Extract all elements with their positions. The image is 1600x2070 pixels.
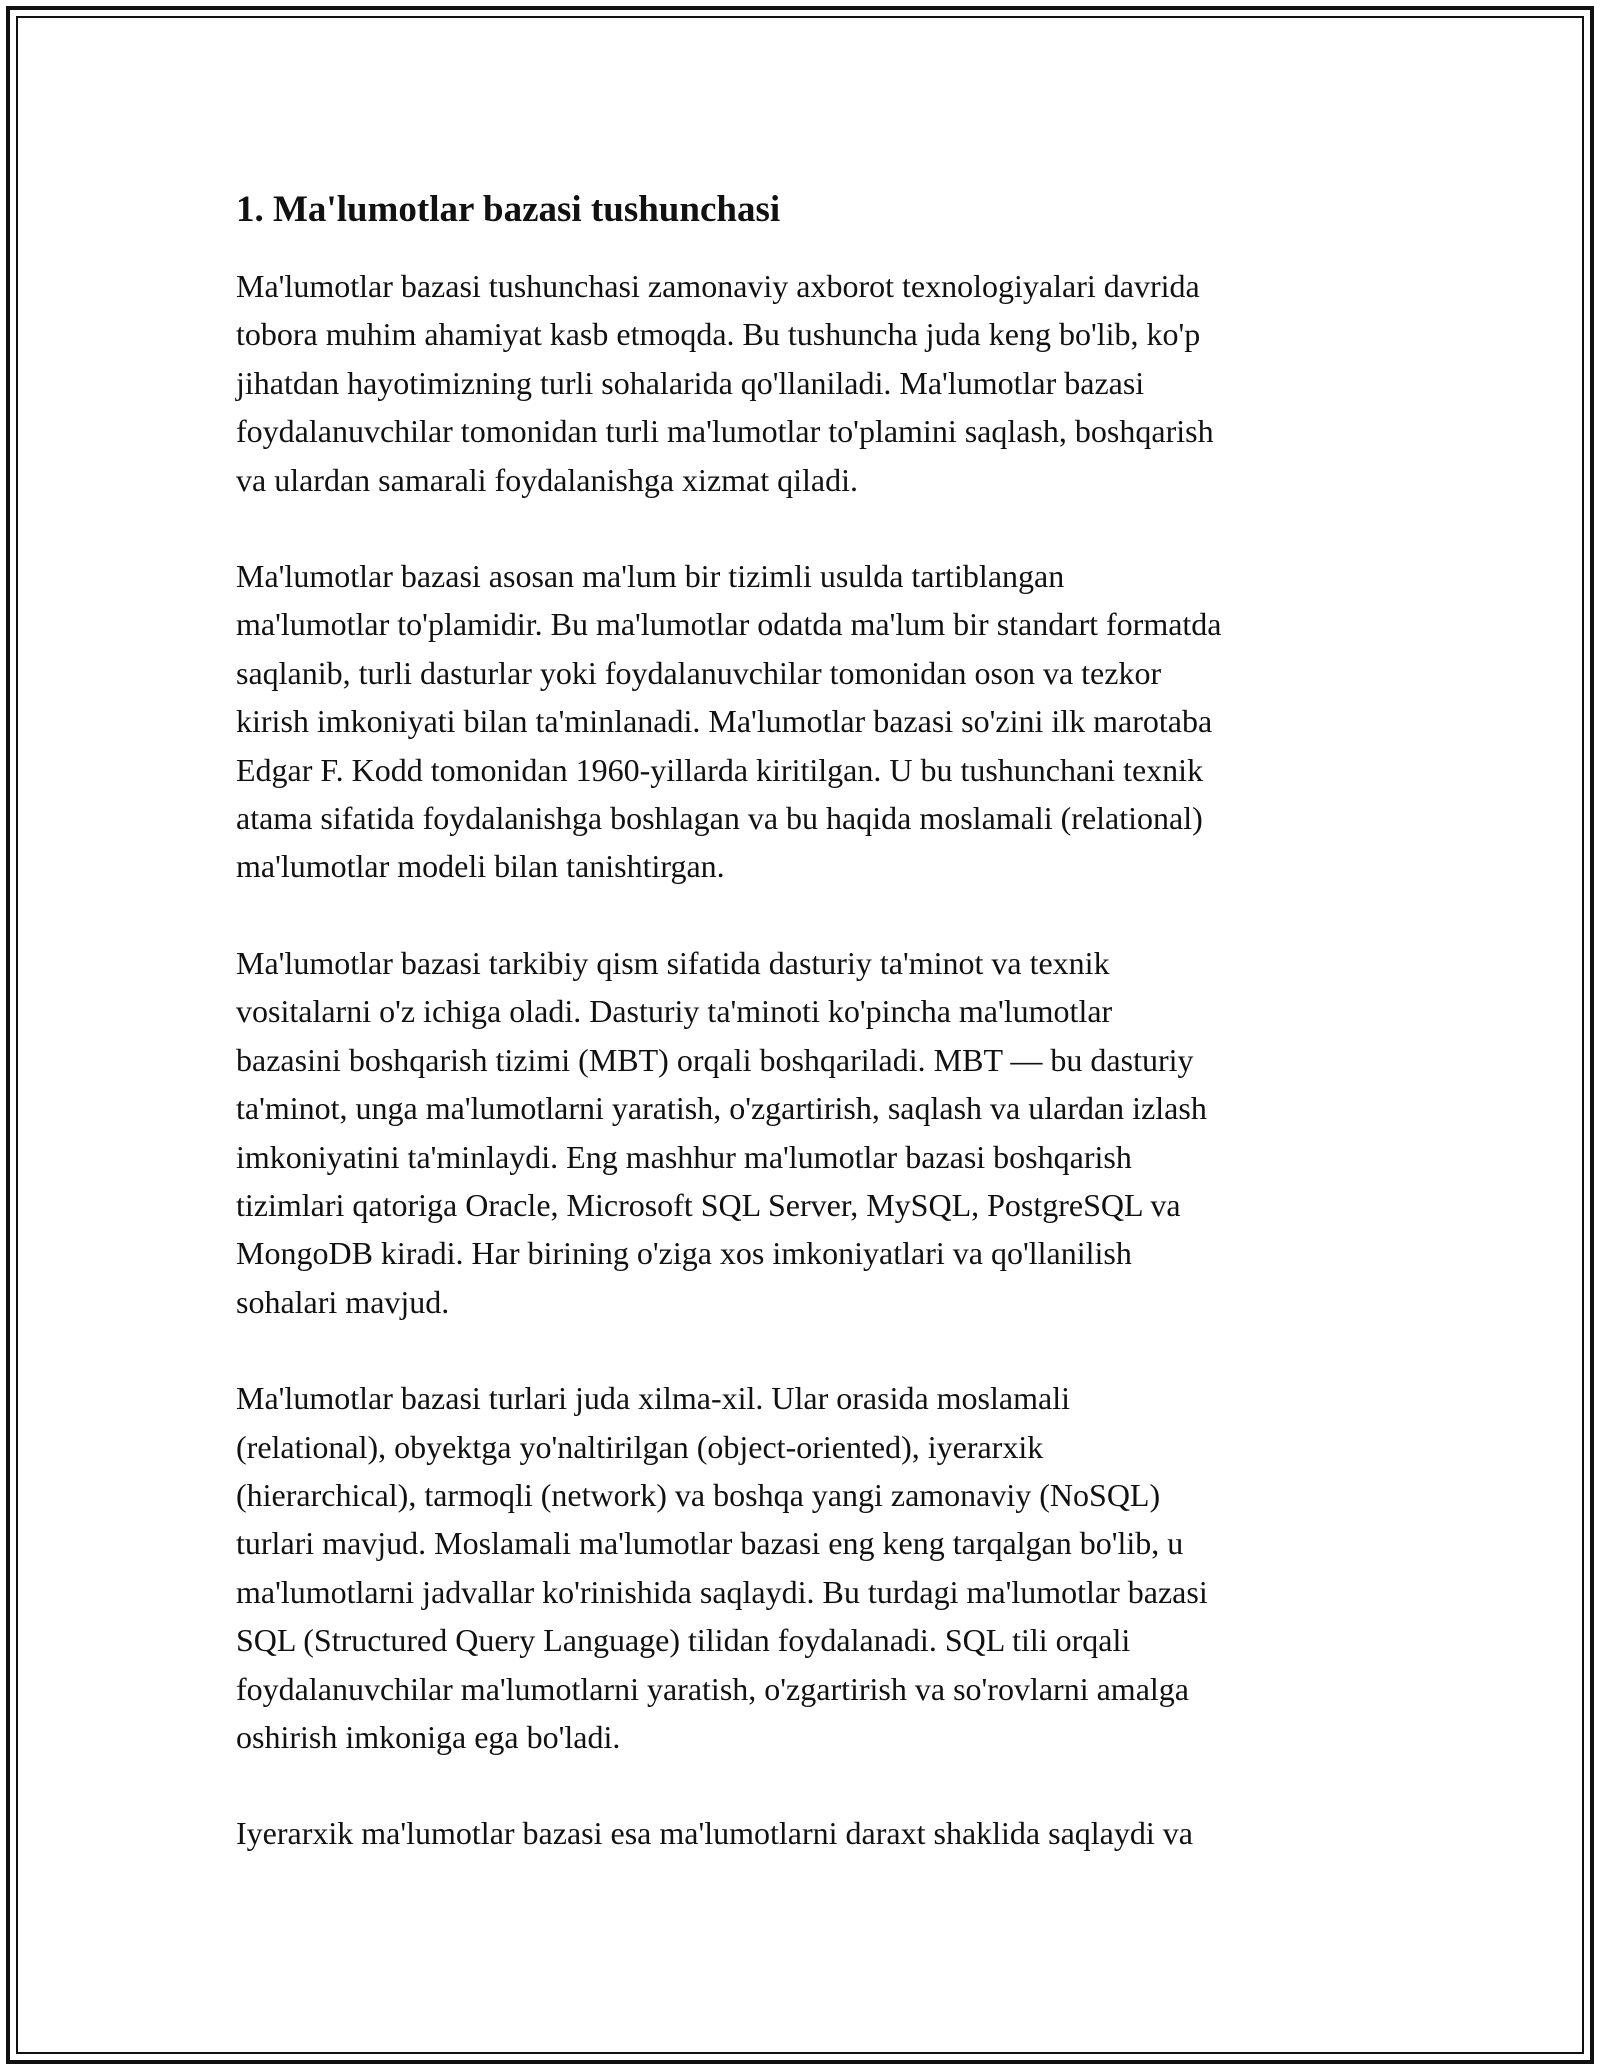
paragraph-line: Iyerarxik ma'lumotlar bazasi esa ma'lumotlarni daraxt shaklida saqlaydi va: [236, 1815, 1193, 1852]
paragraph: [236, 552, 1386, 891]
paragraph-line: bazasini boshqarish tizimi (MBT) orqali boshqariladi. MBT — bu dasturiy: [236, 1041, 1194, 1078]
paragraph-line: ma'lumotlar modeli bilan tanishtirgan.: [236, 848, 725, 885]
paragraph: [236, 1374, 1386, 1761]
paragraph-line: oshirish imkoniga ega bo'ladi.: [236, 1718, 621, 1755]
document-body: [236, 186, 1386, 1906]
paragraph-line: (hierarchical), tarmoqli (network) va boshqa yangi zamonaviy (NoSQL): [236, 1476, 1161, 1513]
paragraph-line: ma'lumotlarni jadvallar ko'rinishida saqlaydi. Bu turdagi ma'lumotlar bazasi: [236, 1573, 1208, 1610]
paragraph: [236, 1809, 1386, 1857]
paragraph-list: [236, 262, 1386, 1858]
paragraph-line: (relational), obyektga yo'naltirilgan (object-oriented), iyerarxik: [236, 1428, 1044, 1465]
paragraph: [236, 262, 1386, 504]
paragraph-line: MongoDB kiradi. Har birining o'ziga xos imkoniyatlari va qo'llanilish: [236, 1235, 1132, 1272]
paragraph-line: SQL (Structured Query Language) tilidan foydalanadi. SQL tili orqali: [236, 1622, 1131, 1659]
paragraph-line: ma'lumotlar to'plamidir. Bu ma'lumotlar odatda ma'lum bir standart formatda: [236, 606, 1222, 643]
paragraph-line: va ulardan samarali foydalanishga xizmat qiladi.: [236, 461, 858, 498]
paragraph-line: Ma'lumotlar bazasi turlari juda xilma-xil. Ular orasida moslamali: [236, 1380, 1070, 1417]
section-heading: 1. Ma'lumotlar bazasi tushunchasi: [236, 189, 781, 230]
paragraph-line: atama sifatida foydalanishga boshlagan va bu haqida moslamali (relational): [236, 800, 1203, 837]
paragraph-line: saqlanib, turli dasturlar yoki foydalanuvchilar tomonidan oson va tezkor: [236, 654, 1162, 691]
paragraph-line: vositalarni o'z ichiga oladi. Dasturiy ta'minoti ko'pincha ma'lumotlar: [236, 993, 1113, 1030]
paragraph-line: sohalari mavjud.: [236, 1283, 450, 1320]
paragraph-line: tobora muhim ahamiyat kasb etmoqda. Bu tushuncha juda keng bo'lib, ko'p: [236, 316, 1201, 353]
paragraph-line: tizimlari qatoriga Oracle, Microsoft SQL Server, MySQL, PostgreSQL va: [236, 1186, 1181, 1223]
paragraph: [236, 939, 1386, 1326]
paragraph-line: kirish imkoniyati bilan ta'minlanadi. Ma'lumotlar bazasi so'zini ilk marotaba: [236, 703, 1213, 740]
paragraph-line: imkoniyatini ta'minlaydi. Eng mashhur ma'lumotlar bazasi boshqarish: [236, 1138, 1132, 1175]
paragraph-line: jihatdan hayotimizning turli sohalarida qo'llaniladi. Ma'lumotlar bazasi: [236, 364, 1145, 401]
paragraph-line: Edgar F. Kodd tomonidan 1960-yillarda kiritilgan. U bu tushunchani texnik: [236, 751, 1204, 788]
paragraph-line: Ma'lumotlar bazasi tarkibiy qism sifatida dasturiy ta'minot va texnik: [236, 944, 1110, 981]
paragraph-line: foydalanuvchilar ma'lumotlarni yaratish, o'zgartirish va so'rovlarni amalga: [236, 1670, 1189, 1707]
paragraph-line: Ma'lumotlar bazasi tushunchasi zamonaviy axborot texnologiyalari davrida: [236, 268, 1200, 304]
paragraph-line: turlari mavjud. Moslamali ma'lumotlar bazasi eng keng tarqalgan bo'lib, u: [236, 1525, 1184, 1562]
paragraph-line: ta'minot, unga ma'lumotlarni yaratish, o'zgartirish, saqlash va ulardan izlash: [236, 1090, 1207, 1127]
paragraph-line: Ma'lumotlar bazasi asosan ma'lum bir tizimli usulda tartiblangan: [236, 558, 1065, 595]
paragraph-line: foydalanuvchilar tomonidan turli ma'lumotlar to'plamini saqlash, boshqarish: [236, 413, 1214, 450]
